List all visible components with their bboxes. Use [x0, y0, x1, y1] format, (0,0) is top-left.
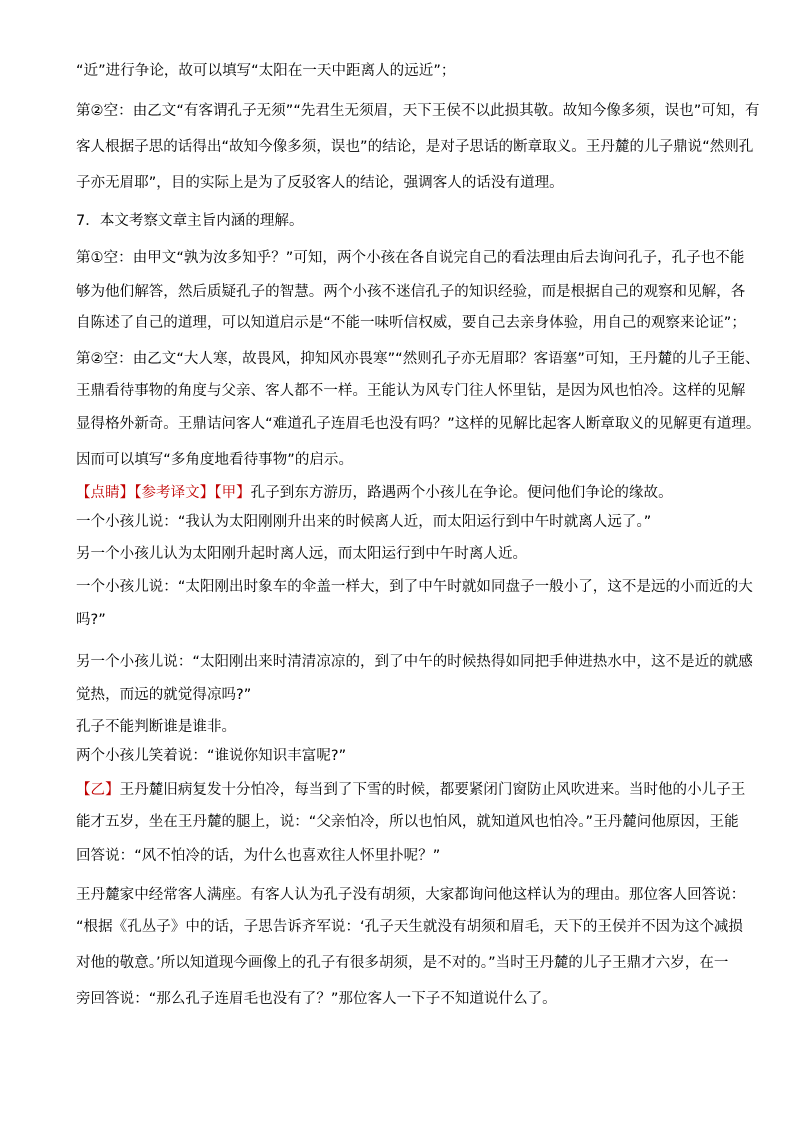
text-line: 客人根据子思的话得出“故知今像多须，误也”的结论，是对子思话的断章取义。王丹麓的儿子鼎说“然则孔 [76, 139, 754, 155]
text-line: 对他的敬意。’所以知道现今画像上的孔子有很多胡须，是不对的。”当时王丹麓的儿子王鼎才六岁，在一 [76, 955, 729, 971]
jia-label: 【甲】 [214, 485, 251, 501]
text-line: 两个小孩儿笑着说：“谁说你知识丰富呢?” [76, 748, 347, 764]
text-line: 孔子不能判断谁是谁非。 [76, 719, 237, 735]
yi-paragraph-line [76, 781, 745, 799]
text-line: “近”进行争论，故可以填写“太阳在一天中距离人的远近”； [76, 63, 456, 79]
text-line: “根据《孔丛子》中的话，子思告诉齐军说：‘孔子天生就没有胡须和眉毛，天下的王侯并不因为这个减损 [76, 919, 743, 935]
text-line: 孔子到东方游历，路遇两个小孩儿在争论。便问他们争论的缘故。 [250, 485, 673, 501]
text-line: 王丹麓家中经常客人满座。有客人认为孔子没有胡须，大家都询问他这样认为的理由。那位客人回答说： [76, 887, 746, 903]
question-heading: 7．本文考察文章主旨内涵的理解。 [76, 213, 304, 229]
translation-heading-line [76, 484, 673, 502]
text-line: 另一个小孩儿认为太阳刚升起时离人远，而太阳运行到中午时离人近。 [76, 546, 528, 562]
text-line: 另一个小孩儿说：“太阳刚出来时清清凉凉的，到了中午的时候热得如同把手伸进热水中，这不是近的就感 [76, 654, 753, 670]
text-line: 王鼎看待事物的角度与父亲、客人都不一样。王能认为风专门往人怀里钻，是因为风也怕冷。这样的见解 [76, 383, 746, 399]
text-line: 觉热，而远的就觉得凉吗?” [76, 687, 252, 703]
text-line: 一个小孩儿说：“我认为太阳刚刚升出来的时候离人近，而太阳运行到中午时就离人远了。” [76, 514, 652, 530]
text-line: 第①空：由甲文“孰为汝多知乎？”可知，两个小孩在各自说完自己的看法理由后去询问孔子，孔子也不能 [76, 250, 745, 266]
yi-label: 【乙】 [76, 782, 120, 798]
text-line: 因而可以填写“多角度地看待事物”的启示。 [76, 452, 354, 468]
text-line: 够为他们解答，然后质疑孔子的智慧。两个小孩不迷信孔子的知识经验，而是根据自己的观察和见解，各 [76, 284, 746, 300]
text-line: 回答说：“风不怕冷的话，为什么也喜欢往人怀里扑呢？” [76, 848, 441, 864]
text-line: 子亦无眉耶”，目的实际上是为了反驳客人的结论，强调客人的话没有道理。 [76, 175, 564, 191]
text-line: 一个小孩儿说：“太阳刚出时象车的伞盖一样大，到了中午时就如同盘子一般小了，这不是远的小而近的大 [76, 579, 753, 595]
text-line: 旁回答说：“那么孔子连眉毛也没有了？”那位客人一下子不知道说什么了。 [76, 991, 557, 1007]
text-line: 显得格外新奇。王鼎诘问客人“难道孔子连眉毛也没有吗？”这样的见解比起客人断章取义的见解更有道理。 [76, 416, 761, 432]
text-line: 王丹麓旧病复发十分怕冷，每当到了下雪的时候，都要紧闭门窗防止风吹进来。当时他的小儿子王 [119, 782, 746, 798]
text-line: 第②空：由乙文“有客谓孔子无须”“先君生无须眉，天下王侯不以此损其敬。故知今像多须，误也”可知，有 [76, 103, 760, 119]
text-line: 自陈述了自己的道理，可以知道启示是“不能一味听信权威，要自己去亲身体验，用自己的观察来论证”； [76, 315, 746, 331]
text-line: 能才五岁，坐在王丹麓的腿上，说：“父亲怕冷，所以也怕风，就知道风也怕冷。”王丹麓问他原因，王能 [76, 814, 739, 830]
text-line: 第②空：由乙文“大人寒，故畏风，抑知风亦畏寒”“然则孔子亦无眉耶？客语塞”可知，王丹麓的儿子王能、 [76, 351, 760, 367]
dianjing-label: 【点睛】 [76, 485, 135, 501]
text-line: 吗?” [76, 612, 106, 628]
cankao-label: 【参考译文】 [134, 485, 215, 501]
